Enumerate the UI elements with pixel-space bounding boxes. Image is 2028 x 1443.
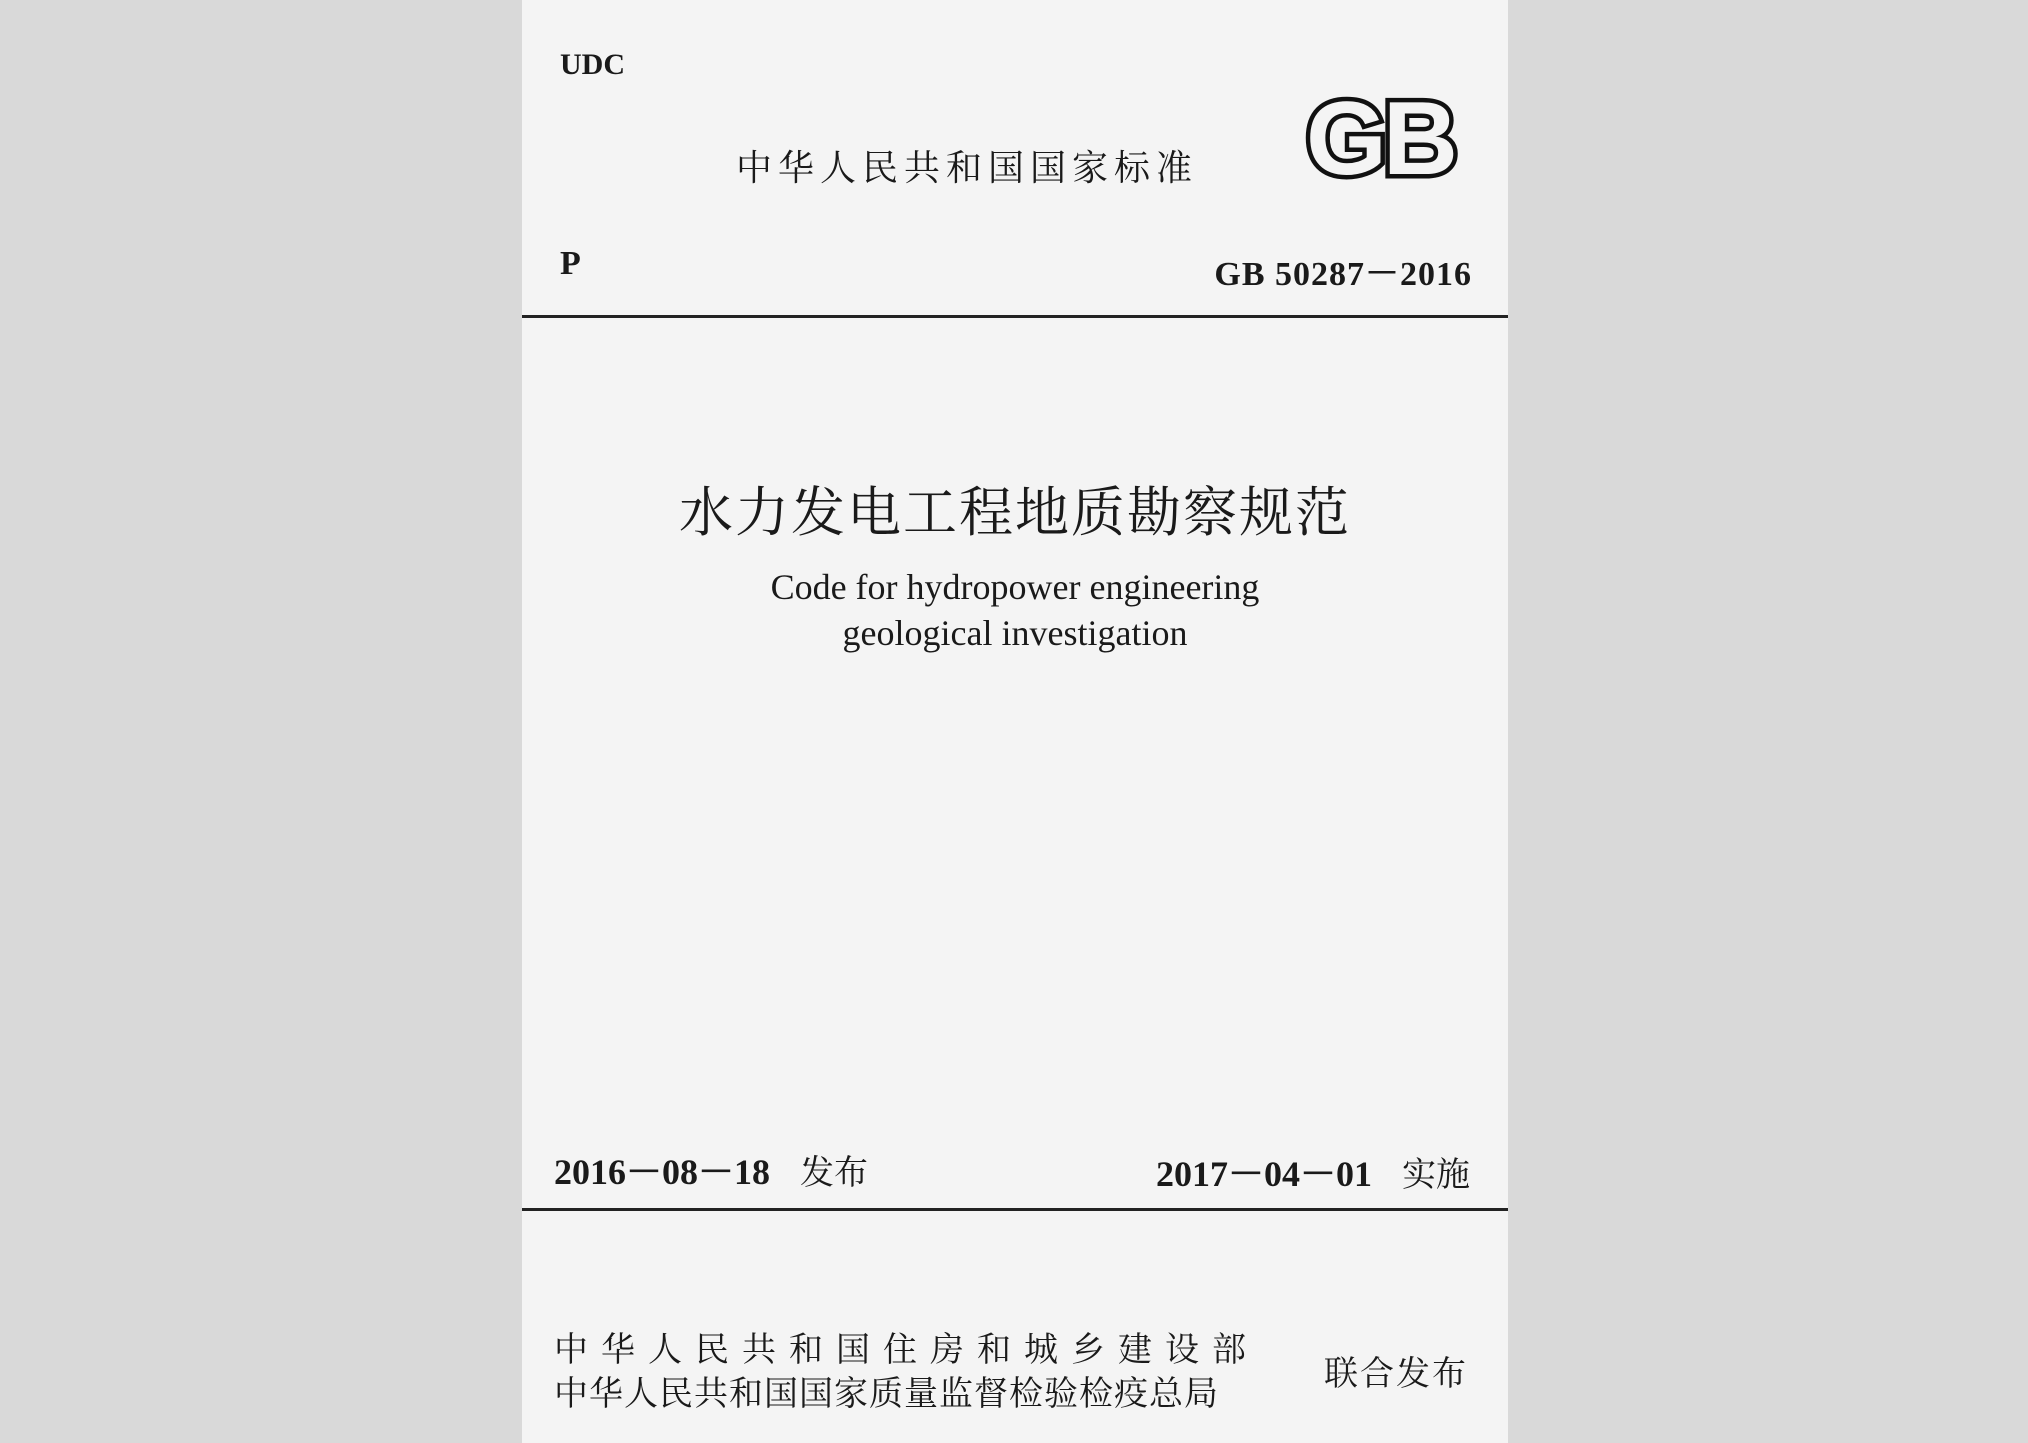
classification-code: P <box>560 245 581 282</box>
issuer-aqsiq: 中华人民共和国国家质量监督检验检疫总局 <box>554 1374 1219 1414</box>
title-english-line1: Code for hydropower engineering <box>770 567 1260 607</box>
national-standard-label: 中华人民共和国国家标准 <box>736 148 1199 189</box>
title-chinese: 水力发电工程地质勘察规范 <box>679 481 1351 544</box>
bottom-divider <box>522 1208 1508 1211</box>
standard-number: GB 50287－2016 <box>1214 256 1472 293</box>
issue-label: 发布 <box>800 1153 869 1193</box>
title-english-line2: geological investigation <box>842 613 1188 653</box>
implement-date-block <box>1156 1146 1470 1197</box>
issue-date: 2016－08－18 <box>554 1152 771 1192</box>
implement-date: 2017－04－01 <box>1155 1154 1372 1194</box>
document-page <box>522 0 1508 1443</box>
gb-logo <box>1287 88 1473 184</box>
issue-date-block <box>554 1144 868 1195</box>
udc-label: UDC <box>560 48 625 81</box>
issuer-ministry-housing: 中华人民共和国住房和城乡建设部 <box>554 1330 1259 1370</box>
joint-issue-label: 联合发布 <box>1324 1354 1468 1394</box>
gb-logo-text: GB <box>1306 88 1454 184</box>
implement-label: 实施 <box>1402 1155 1470 1195</box>
top-divider <box>522 315 1508 318</box>
